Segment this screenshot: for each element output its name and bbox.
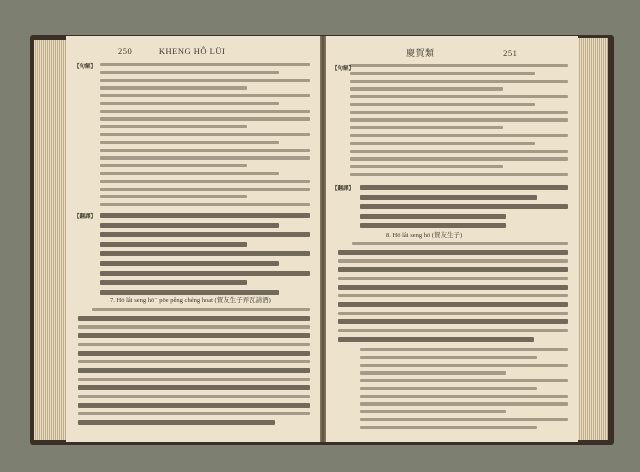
right-text-block-4 (360, 348, 568, 434)
left-section-title: 7. Hō lâi seng hō⁻ pōe pêng chéng hoat (賀友生子弄瓦請酒) (110, 297, 271, 304)
right-running-header (406, 46, 517, 59)
left-page-number: 250 (118, 46, 133, 56)
right-text-block-3 (338, 242, 568, 346)
right-section-label: 【句解】 (332, 66, 355, 72)
left-section-label: 【句解】 (74, 64, 97, 70)
left-text-block-1 (100, 63, 310, 211)
left-text-block-2 (100, 213, 310, 299)
right-page (326, 36, 578, 442)
right-page-edges (578, 38, 608, 440)
right-section-title: 8. Hō lâi seng hō (賀友生子) (386, 232, 463, 239)
right-page-number: 251 (503, 48, 518, 58)
right-text-block-1 (350, 64, 568, 181)
right-text-block-2 (360, 185, 568, 233)
left-running-header (118, 46, 225, 56)
left-page (66, 36, 320, 442)
left-page-edges (34, 40, 70, 440)
left-text-block-3 (78, 308, 310, 430)
right-exercise-label: 【翻譯】 (332, 186, 355, 192)
left-running-head: KHENG HÔ LÜI (158, 46, 226, 56)
left-exercise-label: 【翻譯】 (74, 214, 97, 220)
right-running-head: 慶賀類 (406, 48, 435, 58)
